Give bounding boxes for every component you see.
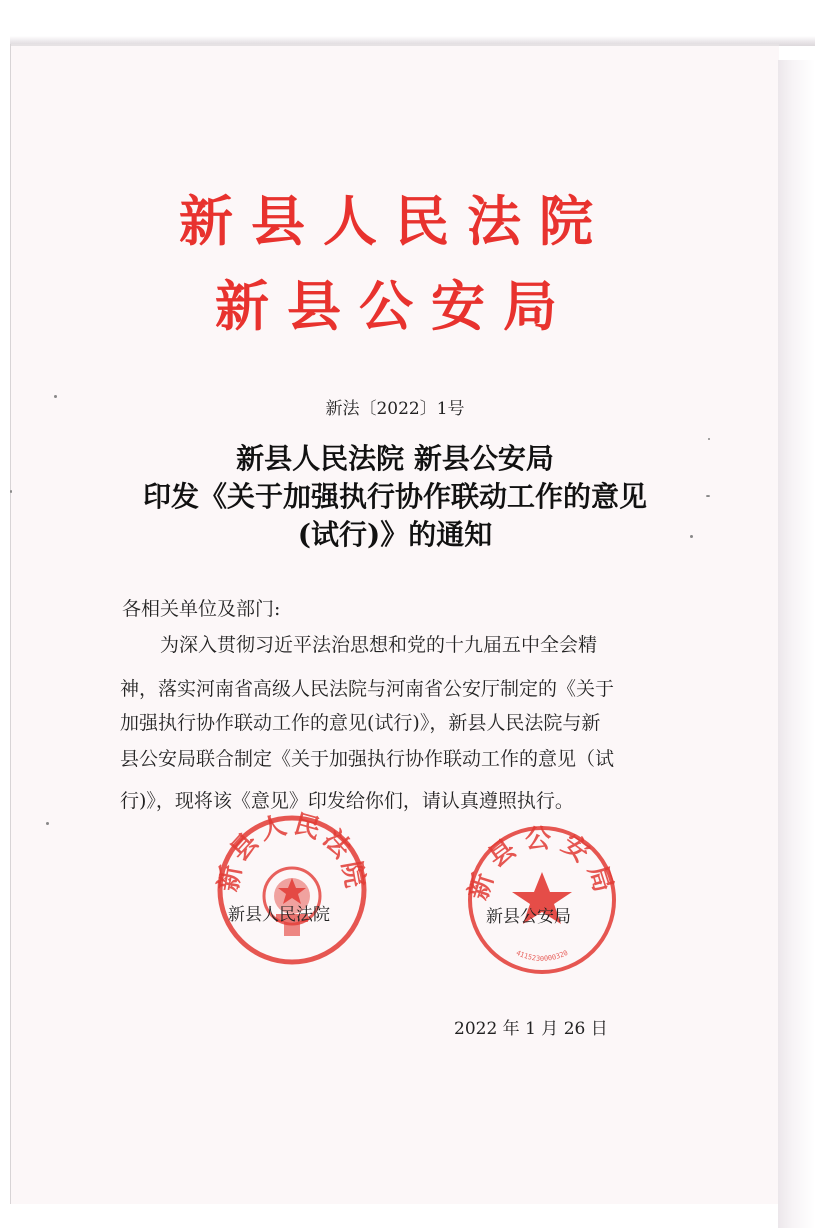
scan-speck <box>706 495 710 497</box>
scan-speck <box>54 395 57 398</box>
body-line: 加强执行协作联动工作的意见(试行)》，新县人民法院与新 <box>120 712 601 734</box>
issue-date: 2022 年 1 月 26 日 <box>454 1019 608 1039</box>
scan-speck <box>46 822 49 825</box>
police-signature: 新县公安局 <box>486 907 571 927</box>
issuer-court: 新县人民法院 <box>179 190 611 253</box>
court-seal <box>212 810 372 970</box>
document-number: 新法〔2022〕1号 <box>325 399 465 419</box>
notice-title-line3: (试行)》的通知 <box>297 518 493 551</box>
svg-text:新县人民法院: 新县人民法院 <box>213 810 371 894</box>
notice-title-line1: 新县人民法院 新县公安局 <box>236 442 554 475</box>
court-signature: 新县人民法院 <box>228 905 330 925</box>
notice-title-line2: 印发《关于加强执行协作联动工作的意见 <box>142 480 647 513</box>
svg-text:新县公安局: 新县公安局 <box>463 824 621 904</box>
issuer-police: 新县公安局 <box>215 275 575 338</box>
addressee: 各相关单位及部门: <box>122 598 281 620</box>
svg-text:4115230000320: 4115230000320 <box>514 948 570 963</box>
body-line: 行)》，现将该《意见》印发给你们，请认真遵照执行。 <box>120 790 574 812</box>
body-line: 县公安局联合制定《关于加强执行协作联动工作的意见（试 <box>120 748 615 770</box>
scan-speck <box>10 490 12 493</box>
body-line: 为深入贯彻习近平法治思想和党的十九届五中全会精 <box>160 634 598 656</box>
scan-speck <box>708 438 710 440</box>
scan-speck <box>690 535 693 538</box>
body-line: 神，落实河南省高级人民法院与河南省公安厅制定的《关于 <box>120 678 615 700</box>
police-seal <box>462 820 622 980</box>
